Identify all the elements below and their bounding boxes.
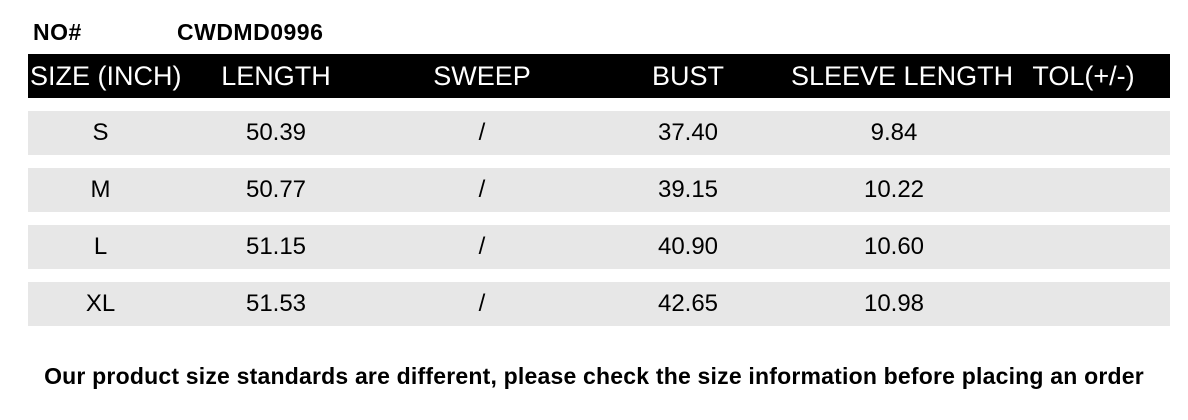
product-code: CWDMD0996 <box>177 19 324 45</box>
sweep-value: / <box>478 119 486 146</box>
size-value: M <box>90 176 111 203</box>
length-value: 50.77 <box>245 176 307 203</box>
table-row <box>28 111 1170 155</box>
size-value: XL <box>85 290 116 317</box>
bust-value: 39.15 <box>657 176 719 203</box>
sweep-value: / <box>478 176 486 203</box>
length-value: 50.39 <box>245 119 307 146</box>
size-table <box>28 54 1170 339</box>
size-value: L <box>93 233 108 260</box>
size-note: Our product size standards are different, please check the size information before placing an order <box>44 363 1144 389</box>
column-header-sweep: SWEEP <box>433 60 531 91</box>
length-value: 51.15 <box>245 233 307 260</box>
column-header-sleeve-length: SLEEVE LENGTH <box>791 60 1014 91</box>
sleeve-length-value: 10.60 <box>863 233 925 260</box>
table-row <box>28 282 1170 326</box>
table-header-row <box>28 54 1170 98</box>
table-row <box>28 225 1170 269</box>
sleeve-length-value: 9.84 <box>870 119 918 146</box>
column-header-tol: TOL(+/-) <box>1032 60 1135 91</box>
sweep-value: / <box>478 233 486 260</box>
column-header-bust: BUST <box>651 60 724 91</box>
length-value: 51.53 <box>245 290 307 317</box>
bust-value: 42.65 <box>657 290 719 317</box>
column-header-size: SIZE (INCH) <box>30 60 182 91</box>
sweep-value: / <box>478 290 486 317</box>
table-row <box>28 168 1170 212</box>
sleeve-length-value: 10.98 <box>863 290 925 317</box>
size-value: S <box>92 119 109 146</box>
bust-value: 40.90 <box>657 233 719 260</box>
bust-value: 37.40 <box>657 119 719 146</box>
column-header-length: LENGTH <box>221 60 331 91</box>
no-label: NO# <box>33 19 82 45</box>
sleeve-length-value: 10.22 <box>863 176 925 203</box>
